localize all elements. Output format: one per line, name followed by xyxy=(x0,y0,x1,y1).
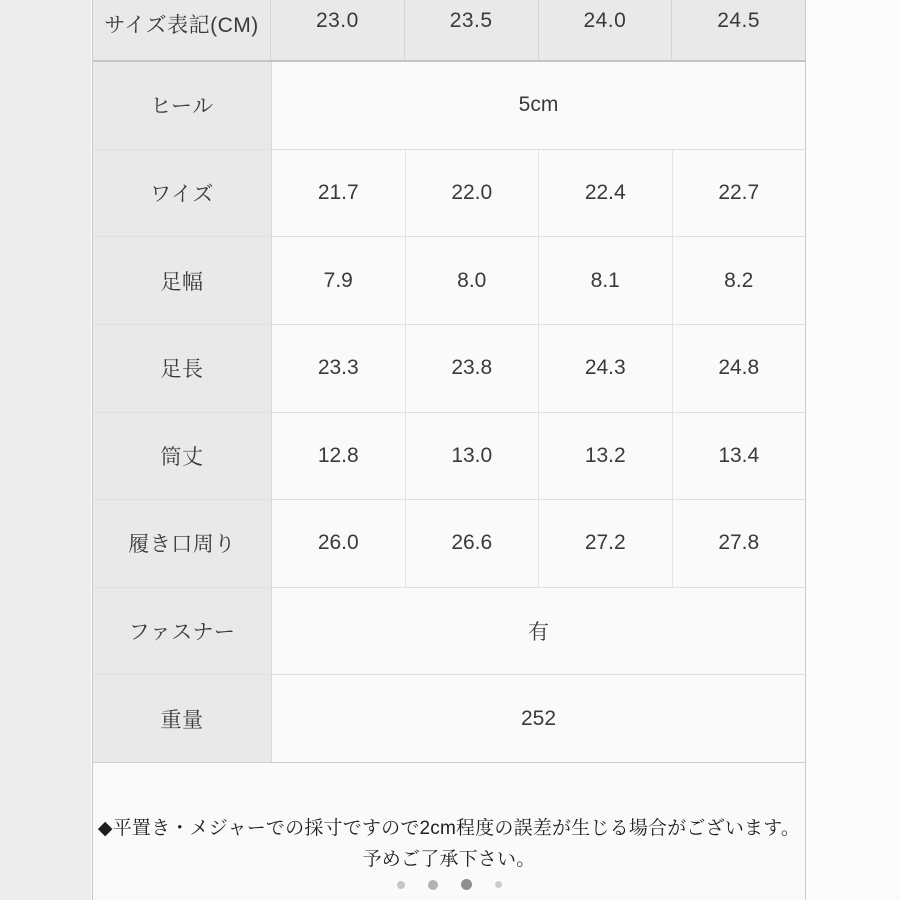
cell: 26.6 xyxy=(406,500,540,587)
size-chart xyxy=(92,0,806,900)
row-label: 足長 xyxy=(93,325,272,412)
cell: 8.0 xyxy=(406,237,540,324)
row-label: 足幅 xyxy=(93,237,272,324)
cell: 22.7 xyxy=(673,150,806,237)
row-foot-width xyxy=(93,237,805,325)
row-label: ヒール xyxy=(93,62,272,149)
cell: 27.2 xyxy=(539,500,673,587)
cell: 24.3 xyxy=(539,325,673,412)
page-dot-3-active[interactable] xyxy=(461,879,472,890)
row-opening-circumference xyxy=(93,500,805,588)
cell: 12.8 xyxy=(272,413,406,500)
cell: 13.4 xyxy=(673,413,806,500)
row-foot-length xyxy=(93,325,805,413)
cell: 27.8 xyxy=(673,500,806,587)
page-dot-1[interactable] xyxy=(397,881,405,889)
cell: 8.1 xyxy=(539,237,673,324)
page-dot-4[interactable] xyxy=(495,881,502,888)
row-weight xyxy=(93,675,805,762)
cell: 13.0 xyxy=(406,413,540,500)
row-value: 252 xyxy=(272,675,805,762)
size-chart-body xyxy=(93,62,805,763)
size-chart-header-row xyxy=(93,0,805,62)
row-label: 重量 xyxy=(93,675,272,762)
cell: 7.9 xyxy=(272,237,406,324)
row-value: 5cm xyxy=(272,62,805,149)
cell: 21.7 xyxy=(272,150,406,237)
row-label: ファスナー xyxy=(93,588,272,675)
cell: 26.0 xyxy=(272,500,406,587)
cell: 22.4 xyxy=(539,150,673,237)
cell: 23.3 xyxy=(272,325,406,412)
header-size-label: サイズ表記(CM) xyxy=(93,0,271,60)
row-label: ワイズ xyxy=(93,150,272,237)
carousel-page-indicator xyxy=(93,879,805,890)
row-heel xyxy=(93,62,805,150)
cell: 13.2 xyxy=(539,413,673,500)
row-label: 筒丈 xyxy=(93,413,272,500)
header-size-24.0: 24.0 xyxy=(539,0,673,60)
header-size-23.0: 23.0 xyxy=(271,0,405,60)
header-size-24.5: 24.5 xyxy=(672,0,805,60)
row-shaft-height xyxy=(93,413,805,501)
row-zipper xyxy=(93,588,805,676)
cell: 24.8 xyxy=(673,325,806,412)
cell: 23.8 xyxy=(406,325,540,412)
row-width-wise xyxy=(93,150,805,238)
cell: 22.0 xyxy=(406,150,540,237)
measurement-note-line1: ◆平置き・メジャーでの採寸ですので2cm程度の誤差が生じる場合がございます。 xyxy=(97,818,801,839)
cell: 8.2 xyxy=(673,237,806,324)
row-value: 有 xyxy=(272,588,805,675)
page-background-strip xyxy=(0,0,91,900)
row-label: 履き口周り xyxy=(93,500,272,587)
measurement-note-section xyxy=(93,763,805,900)
page-dot-2[interactable] xyxy=(428,880,438,890)
header-size-23.5: 23.5 xyxy=(405,0,539,60)
measurement-note-line2: 予めご了承下さい。 xyxy=(362,849,536,870)
